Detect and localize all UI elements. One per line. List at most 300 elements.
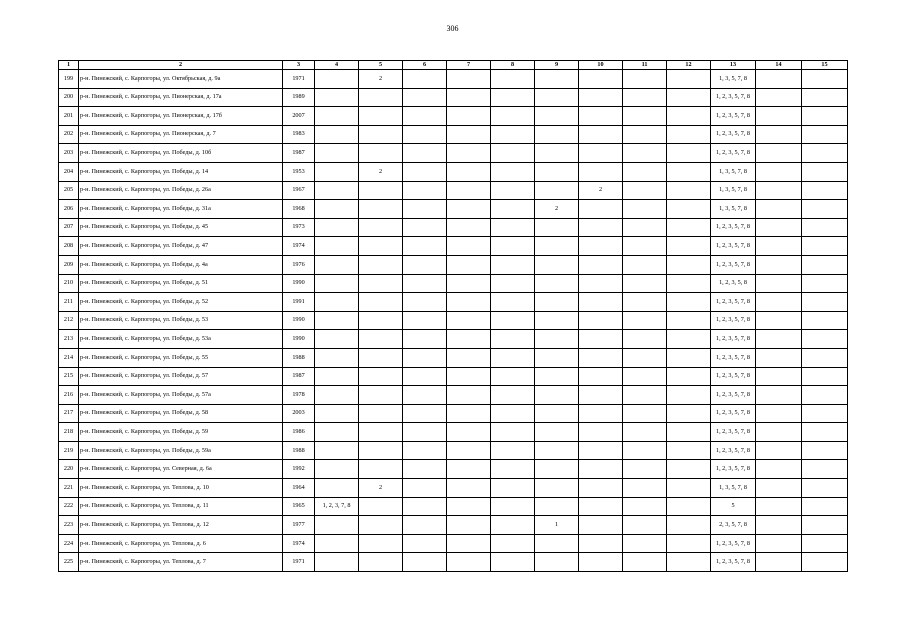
column-header-1: 1 (59, 61, 79, 70)
table-cell: 1, 2, 3, 5, 7, 8 (711, 255, 756, 274)
table-cell (623, 348, 667, 367)
table-cell (315, 200, 359, 219)
table-cell (802, 497, 848, 516)
table-cell (491, 200, 535, 219)
table-cell (756, 330, 802, 349)
address-cell: р-н. Пинежский, с. Карпогоры, ул. Теплова, д. 12 (79, 516, 283, 535)
table-cell (667, 200, 711, 219)
table-cell (667, 367, 711, 386)
table-cell (623, 311, 667, 330)
table-cell (447, 348, 491, 367)
table-cell (403, 553, 447, 572)
table-cell (447, 181, 491, 200)
year-cell: 1988 (283, 348, 315, 367)
table-cell (667, 404, 711, 423)
table-row (59, 162, 848, 181)
table-cell: 1, 2, 3, 5, 8 (711, 274, 756, 293)
table-cell (579, 274, 623, 293)
table-cell (802, 181, 848, 200)
row-number-cell: 209 (59, 255, 79, 274)
table-cell (315, 386, 359, 405)
table-cell (535, 88, 579, 107)
table-cell (623, 386, 667, 405)
row-number-cell: 210 (59, 274, 79, 293)
table-row (59, 367, 848, 386)
address-cell: р-н. Пинежский, с. Карпогоры, ул. Теплова, д. 11 (79, 497, 283, 516)
address-cell: р-н. Пинежский, с. Карпогоры, ул. Победы, д. 10б (79, 144, 283, 163)
column-header-9: 9 (535, 61, 579, 70)
table-cell (315, 274, 359, 293)
table-cell (802, 311, 848, 330)
table-cell (403, 534, 447, 553)
table-body (59, 70, 848, 572)
row-number-cell: 218 (59, 423, 79, 442)
table-cell (623, 70, 667, 89)
table-cell (359, 144, 403, 163)
table-cell (403, 274, 447, 293)
table-cell (802, 348, 848, 367)
table-cell (491, 88, 535, 107)
table-cell (756, 162, 802, 181)
table-cell (623, 274, 667, 293)
table-cell (756, 274, 802, 293)
table-cell (491, 181, 535, 200)
row-number-cell: 225 (59, 553, 79, 572)
address-cell: р-н. Пинежский, с. Карпогоры, ул. Победы, д. 47 (79, 237, 283, 256)
table-cell (315, 534, 359, 553)
year-cell: 1977 (283, 516, 315, 535)
table-cell (667, 553, 711, 572)
table-cell (447, 162, 491, 181)
address-cell: р-н. Пинежский, с. Карпогоры, ул. Победы, д. 4а (79, 255, 283, 274)
table-cell (756, 237, 802, 256)
table-cell (579, 330, 623, 349)
table-cell (579, 534, 623, 553)
column-header-6: 6 (403, 61, 447, 70)
row-number-cell: 217 (59, 404, 79, 423)
table-cell (579, 162, 623, 181)
address-cell: р-н. Пинежский, с. Карпогоры, ул. Теплова, д. 6 (79, 534, 283, 553)
table-cell (447, 274, 491, 293)
table-cell (535, 70, 579, 89)
row-number-cell: 219 (59, 441, 79, 460)
table-cell (491, 423, 535, 442)
table-cell (447, 311, 491, 330)
table-cell: 1, 2, 3, 7, 8 (315, 497, 359, 516)
table-cell: 1, 2, 3, 5, 7, 8 (711, 441, 756, 460)
table-row (59, 293, 848, 312)
table-cell: 2 (359, 70, 403, 89)
table-cell (491, 479, 535, 498)
row-number-cell: 206 (59, 200, 79, 219)
table-row (59, 479, 848, 498)
table-cell (359, 255, 403, 274)
table-cell: 2 (535, 200, 579, 219)
row-number-cell: 223 (59, 516, 79, 535)
table-cell (359, 441, 403, 460)
table-cell (756, 200, 802, 219)
table-cell (802, 70, 848, 89)
row-number-cell: 200 (59, 88, 79, 107)
table-cell (447, 534, 491, 553)
table-cell (756, 311, 802, 330)
table-row (59, 181, 848, 200)
table-cell (623, 237, 667, 256)
table-cell (535, 423, 579, 442)
registry-table (58, 60, 848, 572)
table-cell (359, 553, 403, 572)
table-cell (447, 479, 491, 498)
table-cell (802, 162, 848, 181)
table-cell (403, 218, 447, 237)
table-row (59, 460, 848, 479)
table-row (59, 516, 848, 535)
table-cell (447, 144, 491, 163)
table-cell (491, 330, 535, 349)
address-cell: р-н. Пинежский, с. Карпогоры, ул. Пионерская, д. 17а (79, 88, 283, 107)
table-cell (315, 88, 359, 107)
table-cell (535, 460, 579, 479)
table-cell (579, 125, 623, 144)
table-cell (447, 386, 491, 405)
table-cell (756, 497, 802, 516)
table-cell (579, 441, 623, 460)
table-cell: 1, 2, 3, 5, 7, 8 (711, 144, 756, 163)
table-cell (491, 386, 535, 405)
table-cell (447, 460, 491, 479)
year-cell: 1983 (283, 125, 315, 144)
table-cell (535, 162, 579, 181)
table-cell (579, 404, 623, 423)
address-cell: р-н. Пинежский, с. Карпогоры, ул. Победы, д. 53 (79, 311, 283, 330)
table-cell (447, 255, 491, 274)
table-cell (756, 404, 802, 423)
address-cell: р-н. Пинежский, с. Карпогоры, ул. Победы, д. 14 (79, 162, 283, 181)
table-cell (315, 293, 359, 312)
column-header-2: 2 (79, 61, 283, 70)
row-number-cell: 216 (59, 386, 79, 405)
table-cell (403, 88, 447, 107)
table-cell (623, 441, 667, 460)
table-cell (802, 404, 848, 423)
address-cell: р-н. Пинежский, с. Карпогоры, ул. Северная, д. 6а (79, 460, 283, 479)
table-cell: 1, 2, 3, 5, 7, 8 (711, 330, 756, 349)
table-cell (579, 144, 623, 163)
table-cell (535, 441, 579, 460)
table-cell: 1, 3, 5, 7, 8 (711, 181, 756, 200)
table-cell (359, 107, 403, 126)
year-cell: 2003 (283, 404, 315, 423)
table-cell (403, 311, 447, 330)
table-cell (667, 237, 711, 256)
table-cell (623, 125, 667, 144)
table-cell (447, 330, 491, 349)
table-cell (491, 218, 535, 237)
address-cell: р-н. Пинежский, с. Карпогоры, ул. Победы, д. 45 (79, 218, 283, 237)
table-cell (802, 441, 848, 460)
row-number-cell: 220 (59, 460, 79, 479)
table-cell (491, 255, 535, 274)
table-cell (667, 386, 711, 405)
table-cell (403, 200, 447, 219)
table-cell (756, 460, 802, 479)
table-cell (315, 367, 359, 386)
table-cell (491, 125, 535, 144)
table-cell (491, 497, 535, 516)
table-cell (315, 255, 359, 274)
page-number: 306 (446, 24, 459, 33)
table-cell (579, 516, 623, 535)
table-cell (315, 237, 359, 256)
table-cell (359, 237, 403, 256)
table-cell (756, 255, 802, 274)
address-cell: р-н. Пинежский, с. Карпогоры, ул. Победы, д. 57а (79, 386, 283, 405)
table-cell (623, 516, 667, 535)
address-cell: р-н. Пинежский, с. Карпогоры, ул. Победы, д. 58 (79, 404, 283, 423)
table-cell (667, 497, 711, 516)
table-cell (756, 293, 802, 312)
column-header-12: 12 (667, 61, 711, 70)
table-cell (535, 125, 579, 144)
table-cell (491, 162, 535, 181)
table-row (59, 423, 848, 442)
table-row (59, 348, 848, 367)
table-cell (579, 107, 623, 126)
table-cell (802, 107, 848, 126)
table-row (59, 441, 848, 460)
table-cell: 1, 2, 3, 5, 7, 8 (711, 404, 756, 423)
table-cell (756, 218, 802, 237)
year-cell: 1992 (283, 460, 315, 479)
table-cell (491, 144, 535, 163)
table-cell (359, 88, 403, 107)
address-cell: р-н. Пинежский, с. Карпогоры, ул. Победы, д. 26а (79, 181, 283, 200)
table-cell (491, 441, 535, 460)
table-cell (491, 348, 535, 367)
year-cell: 2007 (283, 107, 315, 126)
table-cell (359, 348, 403, 367)
address-cell: р-н. Пинежский, с. Карпогоры, ул. Пионерская, д. 17б (79, 107, 283, 126)
table-cell: 2 (359, 162, 403, 181)
table-cell (491, 311, 535, 330)
table-cell: 1, 2, 3, 5, 7, 8 (711, 423, 756, 442)
year-cell: 1976 (283, 255, 315, 274)
table-cell: 5 (711, 497, 756, 516)
table-row (59, 88, 848, 107)
table-cell (535, 553, 579, 572)
table-cell (623, 200, 667, 219)
table-cell (535, 348, 579, 367)
table-cell (359, 423, 403, 442)
table-cell (403, 255, 447, 274)
table-cell (667, 479, 711, 498)
table-cell (579, 311, 623, 330)
table-cell (403, 293, 447, 312)
table-cell: 1, 2, 3, 5, 7, 8 (711, 348, 756, 367)
table-cell (447, 553, 491, 572)
table-cell (802, 516, 848, 535)
table-cell (623, 293, 667, 312)
table-cell (535, 404, 579, 423)
table-cell (535, 255, 579, 274)
table-cell (403, 181, 447, 200)
table-cell (359, 200, 403, 219)
address-cell: р-н. Пинежский, с. Карпогоры, ул. Победы, д. 59а (79, 441, 283, 460)
table-cell (403, 367, 447, 386)
year-cell: 1978 (283, 386, 315, 405)
table-cell (359, 181, 403, 200)
table-cell (359, 125, 403, 144)
table-row (59, 200, 848, 219)
table-cell (535, 497, 579, 516)
table-cell (359, 330, 403, 349)
row-number-cell: 213 (59, 330, 79, 349)
table-cell (756, 516, 802, 535)
table-cell (802, 255, 848, 274)
table-cell (315, 441, 359, 460)
table-cell (315, 144, 359, 163)
table-cell (535, 293, 579, 312)
table-cell (756, 441, 802, 460)
table-cell (491, 274, 535, 293)
table-cell (447, 107, 491, 126)
row-number-cell: 214 (59, 348, 79, 367)
table-cell (667, 218, 711, 237)
table-cell (579, 553, 623, 572)
year-cell: 1968 (283, 200, 315, 219)
column-header-15: 15 (802, 61, 848, 70)
table-cell (447, 200, 491, 219)
table-cell (667, 460, 711, 479)
table-cell (802, 218, 848, 237)
address-cell: р-н. Пинежский, с. Карпогоры, ул. Победы, д. 52 (79, 293, 283, 312)
table-row (59, 386, 848, 405)
table-cell (315, 125, 359, 144)
table-cell (802, 386, 848, 405)
table-cell (315, 516, 359, 535)
table-cell (579, 423, 623, 442)
table-cell (802, 367, 848, 386)
table-cell (447, 218, 491, 237)
table-cell (802, 423, 848, 442)
table-cell (579, 348, 623, 367)
year-cell: 1953 (283, 162, 315, 181)
table-cell (667, 534, 711, 553)
row-number-cell: 207 (59, 218, 79, 237)
column-header-10: 10 (579, 61, 623, 70)
table-cell (623, 404, 667, 423)
row-number-cell: 224 (59, 534, 79, 553)
table-cell: 1, 2, 3, 5, 7, 8 (711, 218, 756, 237)
table-cell (623, 88, 667, 107)
table-cell: 1, 2, 3, 5, 7, 8 (711, 386, 756, 405)
year-cell: 1974 (283, 534, 315, 553)
year-cell: 1974 (283, 237, 315, 256)
column-header-14: 14 (756, 61, 802, 70)
table-cell: 2 (579, 181, 623, 200)
table-cell (359, 534, 403, 553)
row-number-cell: 202 (59, 125, 79, 144)
table-row (59, 497, 848, 516)
table-cell (315, 348, 359, 367)
table-cell (403, 423, 447, 442)
year-cell: 1986 (283, 423, 315, 442)
table-cell (623, 479, 667, 498)
table-cell: 2, 3, 5, 7, 8 (711, 516, 756, 535)
table-cell (403, 497, 447, 516)
table-cell (667, 255, 711, 274)
table-cell (756, 107, 802, 126)
table-cell (667, 144, 711, 163)
table-cell (667, 423, 711, 442)
table-cell (403, 479, 447, 498)
table-cell (802, 293, 848, 312)
table-cell (756, 125, 802, 144)
column-header-5: 5 (359, 61, 403, 70)
table-cell (359, 218, 403, 237)
table-row (59, 404, 848, 423)
table-cell (579, 386, 623, 405)
table-cell (315, 311, 359, 330)
address-cell: р-н. Пинежский, с. Карпогоры, ул. Победы, д. 55 (79, 348, 283, 367)
table-cell (403, 441, 447, 460)
year-cell: 1991 (283, 293, 315, 312)
table-cell (579, 293, 623, 312)
table-cell (315, 181, 359, 200)
table-cell (756, 423, 802, 442)
table-cell (403, 237, 447, 256)
table-cell: 1, 2, 3, 5, 7, 8 (711, 125, 756, 144)
year-cell: 1989 (283, 88, 315, 107)
table-cell (623, 460, 667, 479)
table-cell (491, 553, 535, 572)
year-cell: 1967 (283, 181, 315, 200)
table-cell (447, 497, 491, 516)
table-cell (535, 386, 579, 405)
table-cell (802, 88, 848, 107)
year-cell: 1964 (283, 479, 315, 498)
table-cell (315, 553, 359, 572)
year-cell: 1990 (283, 311, 315, 330)
table-cell (623, 497, 667, 516)
table-cell (535, 534, 579, 553)
year-cell: 1971 (283, 70, 315, 89)
row-number-cell: 205 (59, 181, 79, 200)
table-cell (579, 497, 623, 516)
table-cell (579, 255, 623, 274)
table-cell (623, 423, 667, 442)
table-cell: 1, 2, 3, 5, 7, 8 (711, 367, 756, 386)
column-header-13: 13 (711, 61, 756, 70)
table-cell (802, 144, 848, 163)
table-cell (315, 423, 359, 442)
table-cell (623, 218, 667, 237)
table-cell (315, 218, 359, 237)
table-cell (579, 367, 623, 386)
address-cell: р-н. Пинежский, с. Карпогоры, ул. Победы, д. 53а (79, 330, 283, 349)
address-cell: р-н. Пинежский, с. Карпогоры, ул. Теплова, д. 10 (79, 479, 283, 498)
table-cell: 1, 2, 3, 5, 7, 8 (711, 293, 756, 312)
table-cell (315, 70, 359, 89)
table-cell (359, 311, 403, 330)
table-cell (403, 348, 447, 367)
table-cell: 1, 3, 5, 7, 8 (711, 479, 756, 498)
table-cell (403, 330, 447, 349)
table-cell (756, 534, 802, 553)
table-row (59, 274, 848, 293)
address-cell: р-н. Пинежский, с. Карпогоры, ул. Победы, д. 51 (79, 274, 283, 293)
table-row (59, 125, 848, 144)
